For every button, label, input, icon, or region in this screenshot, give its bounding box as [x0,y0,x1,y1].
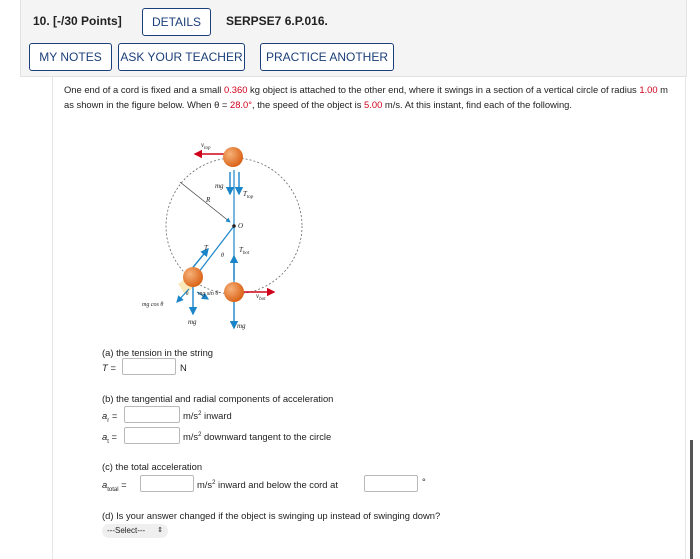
part-a-var: T = [102,362,116,373]
part-b-at-unit: $m/s^2$ downward tangent to the circle [183,431,332,442]
part-b-ar-unit: $m/s^2$ inward [183,410,232,421]
question-number: 10. [-/30 Points] [33,14,122,28]
angle-value: 28.0° [229,98,252,110]
question-header [20,0,687,77]
theta2-label: θ [186,292,189,297]
center-label: O [238,222,244,230]
select-value: ---Select--- [107,526,146,535]
part-a-unit: N [180,362,187,373]
problem-text-1: One end of a cord is fixed and a small [64,84,224,95]
v-top-label: $v_{top}$ [201,141,211,151]
practice-another-button[interactable]: PRACTICE ANOTHER [260,43,394,71]
part-c-unit: $m/s^2$ inward and below the cord at [197,479,338,490]
problem-text-2: kg object is attached to the other end, where it swings in a section of a vertical circle of radius [247,84,640,95]
tangential-acceleration-input[interactable] [124,427,180,444]
part-b-prompt: (b) the tangential and radial components of acceleration [102,393,334,404]
part-c-var: $a_{total}$ = [102,479,127,493]
problem-text-4: , the speed of the object is [251,98,365,110]
radius-label: R [206,196,211,204]
mg-cos-label: mg cos θ [142,302,164,308]
ball-top [223,147,243,167]
speed-value: 5.00 [364,98,383,110]
part-d-prompt: (d) Is your answer changed if the object is swinging up instead of swinging down? [102,510,441,521]
ball-left [183,267,203,287]
part-d-select[interactable] [102,524,168,538]
radial-acceleration-input[interactable] [124,406,180,423]
cord-left [195,226,234,277]
scrollbar[interactable] [690,440,693,559]
radius-value: 1.00 [639,84,658,95]
degree-symbol: ° [422,476,426,487]
mass-value: 0.360 [223,84,248,95]
part-a-prompt: (a) the tension in the string [102,347,213,358]
mg-bot-label: mg [237,322,246,330]
pendulum-figure [130,132,330,337]
t-bot-label: $T_{bot}$ [239,246,250,256]
v-bot-label: $v_{bot}$ [256,292,266,302]
part-b-at-var: $a_t$ = [102,431,117,445]
problem-code: SERPSE7 6.P.016. [226,14,328,28]
mg-sin-label: mg sin θ [198,291,219,297]
center-point [232,224,236,228]
angle-input[interactable] [364,475,418,492]
tension-input[interactable] [122,358,176,375]
part-c-prompt: (c) the total acceleration [102,461,203,472]
t-top-label: $T_{top}$ [243,190,254,200]
mg-left-label: mg [188,318,197,326]
problem-statement [64,83,679,112]
my-notes-button[interactable]: MY NOTES [29,43,112,71]
mg-top-label: mg [215,182,224,190]
t-label: T [204,244,208,252]
problem-text-5: m/s. At this instant, find each of the following. [382,98,572,110]
select-arrows-icon: ⇕ [157,527,163,534]
problem-text-3: m as shown in the figure below. When θ = [64,84,668,110]
part-b-ar-var: $a_r$ = [102,410,118,424]
details-button[interactable]: DETAILS [142,8,211,36]
ball-bottom [224,282,244,302]
ask-your-teacher-button[interactable]: ASK YOUR TEACHER [118,43,245,71]
total-acceleration-input[interactable] [140,475,194,492]
theta-label: θ [221,253,224,259]
